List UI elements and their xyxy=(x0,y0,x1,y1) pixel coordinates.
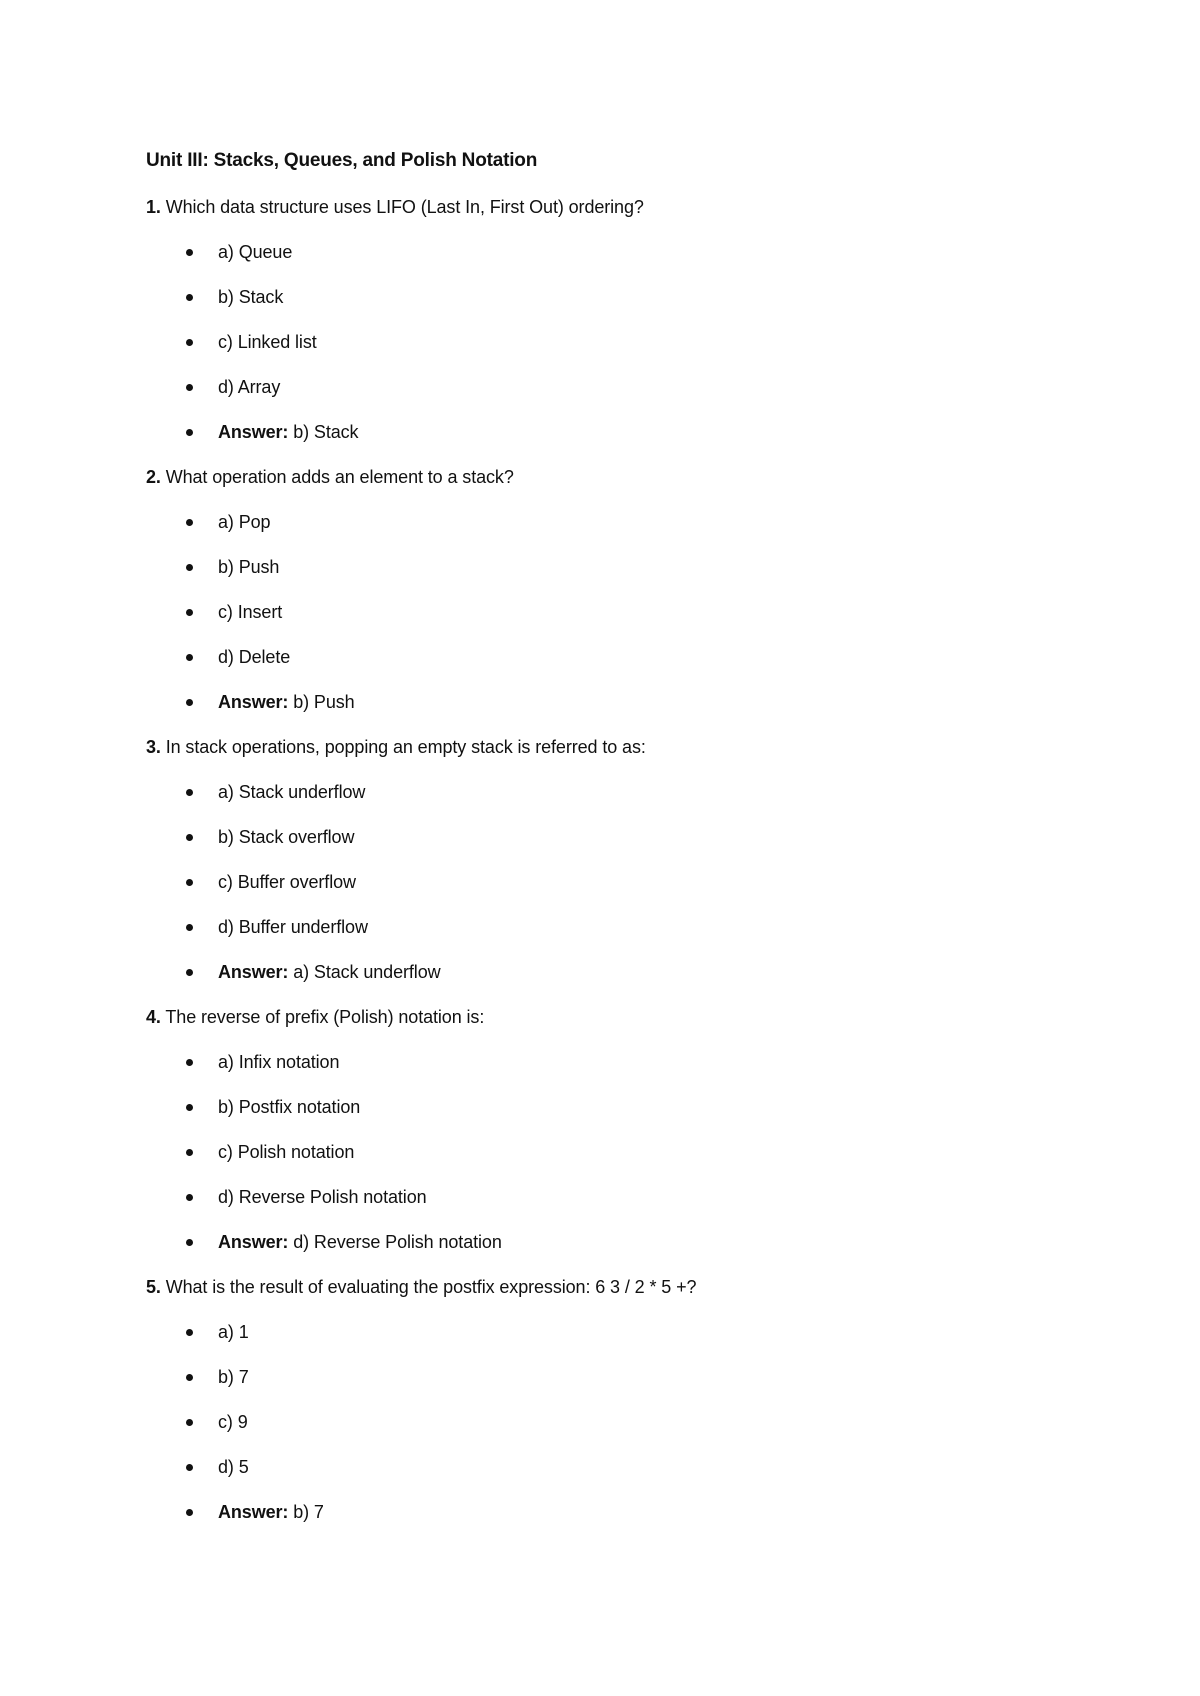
question-prompt: What operation adds an element to a stack? xyxy=(160,467,514,487)
option-text: a) Stack underflow xyxy=(218,782,366,802)
page-title: Unit III: Stacks, Queues, and Polish Notation xyxy=(146,150,538,171)
bullet-icon xyxy=(186,429,193,436)
question-4 xyxy=(146,1002,1106,1257)
bullet-icon xyxy=(186,519,193,526)
option-text: a) Pop xyxy=(218,512,271,532)
option-text: d) Delete xyxy=(218,647,291,667)
option-item xyxy=(146,1047,1106,1077)
option-text: d) Reverse Polish notation xyxy=(218,1187,427,1207)
bullet-icon xyxy=(186,1194,193,1201)
answer-text: a) Stack underflow xyxy=(288,962,441,982)
question-2 xyxy=(146,462,1106,717)
answer-item xyxy=(146,417,1106,447)
answer-item xyxy=(146,1227,1106,1257)
answer-label: Answer: xyxy=(218,962,289,982)
option-item xyxy=(146,1317,1106,1347)
option-item xyxy=(146,642,1106,672)
question-number: 1. xyxy=(146,197,161,217)
option-item xyxy=(146,1407,1106,1437)
bullet-icon xyxy=(186,834,193,841)
options-list xyxy=(146,777,1106,987)
option-text: c) Polish notation xyxy=(218,1142,355,1162)
option-item xyxy=(146,777,1106,807)
option-item xyxy=(146,282,1106,312)
question-prompt: What is the result of evaluating the postfix expression: 6 3 / 2 * 5 +? xyxy=(160,1277,697,1297)
bullet-icon xyxy=(186,249,193,256)
bullet-icon xyxy=(186,924,193,931)
option-text: c) 9 xyxy=(218,1412,248,1432)
bullet-icon xyxy=(186,1374,193,1381)
question-text xyxy=(146,192,1106,222)
answer-text: b) Stack xyxy=(288,422,359,442)
bullet-icon xyxy=(186,1104,193,1111)
answer-item xyxy=(146,687,1106,717)
option-text: c) Buffer overflow xyxy=(218,872,356,892)
answer-text: b) 7 xyxy=(288,1502,324,1522)
bullet-icon xyxy=(186,1419,193,1426)
option-text: c) Linked list xyxy=(218,332,317,352)
option-text: b) Push xyxy=(218,557,280,577)
answer-item xyxy=(146,1497,1106,1527)
answer-label: Answer: xyxy=(218,1232,289,1252)
question-number: 4. xyxy=(146,1007,161,1027)
question-prompt: In stack operations, popping an empty stack is referred to as: xyxy=(160,737,646,757)
question-1 xyxy=(146,192,1106,447)
option-item xyxy=(146,912,1106,942)
bullet-icon xyxy=(186,1059,193,1066)
bullet-icon xyxy=(186,564,193,571)
option-item xyxy=(146,237,1106,267)
question-text xyxy=(146,732,1106,762)
option-item xyxy=(146,1452,1106,1482)
option-item xyxy=(146,1362,1106,1392)
answer-label: Answer: xyxy=(218,1502,289,1522)
answer-label: Answer: xyxy=(218,422,289,442)
question-3 xyxy=(146,732,1106,987)
bullet-icon xyxy=(186,789,193,796)
question-text xyxy=(146,462,1106,492)
question-number: 2. xyxy=(146,467,161,487)
bullet-icon xyxy=(186,1329,193,1336)
options-list xyxy=(146,1047,1106,1257)
option-item xyxy=(146,327,1106,357)
option-text: b) Stack xyxy=(218,287,284,307)
option-text: d) Buffer underflow xyxy=(218,917,368,937)
option-text: b) Postfix notation xyxy=(218,1097,361,1117)
option-text: a) Infix notation xyxy=(218,1052,340,1072)
answer-text: d) Reverse Polish notation xyxy=(288,1232,502,1252)
bullet-icon xyxy=(186,879,193,886)
option-item xyxy=(146,372,1106,402)
options-list xyxy=(146,237,1106,447)
bullet-icon xyxy=(186,609,193,616)
option-text: b) 7 xyxy=(218,1367,249,1387)
question-prompt: The reverse of prefix (Polish) notation is: xyxy=(160,1007,485,1027)
option-text: a) Queue xyxy=(218,242,293,262)
option-item xyxy=(146,822,1106,852)
bullet-icon xyxy=(186,654,193,661)
question-text xyxy=(146,1272,1106,1302)
option-text: d) 5 xyxy=(218,1457,249,1477)
bullet-icon xyxy=(186,1464,193,1471)
option-item xyxy=(146,1182,1106,1212)
options-list xyxy=(146,507,1106,717)
bullet-icon xyxy=(186,1239,193,1246)
option-item xyxy=(146,1092,1106,1122)
option-text: d) Array xyxy=(218,377,281,397)
option-text: c) Insert xyxy=(218,602,283,622)
question-text xyxy=(146,1002,1106,1032)
options-list xyxy=(146,1317,1106,1527)
option-item xyxy=(146,1137,1106,1167)
answer-text: b) Push xyxy=(288,692,355,712)
question-number: 3. xyxy=(146,737,161,757)
option-item xyxy=(146,597,1106,627)
answer-label: Answer: xyxy=(218,692,289,712)
document-page xyxy=(146,146,1106,1542)
bullet-icon xyxy=(186,1149,193,1156)
option-item xyxy=(146,867,1106,897)
bullet-icon xyxy=(186,294,193,301)
bullet-icon xyxy=(186,969,193,976)
bullet-icon xyxy=(186,384,193,391)
question-prompt: Which data structure uses LIFO (Last In, First Out) ordering? xyxy=(160,197,644,217)
option-text: b) Stack overflow xyxy=(218,827,355,847)
bullet-icon xyxy=(186,1509,193,1516)
question-5 xyxy=(146,1272,1106,1527)
option-item xyxy=(146,552,1106,582)
bullet-icon xyxy=(186,339,193,346)
option-text: a) 1 xyxy=(218,1322,249,1342)
question-number: 5. xyxy=(146,1277,161,1297)
answer-item xyxy=(146,957,1106,987)
option-item xyxy=(146,507,1106,537)
bullet-icon xyxy=(186,699,193,706)
